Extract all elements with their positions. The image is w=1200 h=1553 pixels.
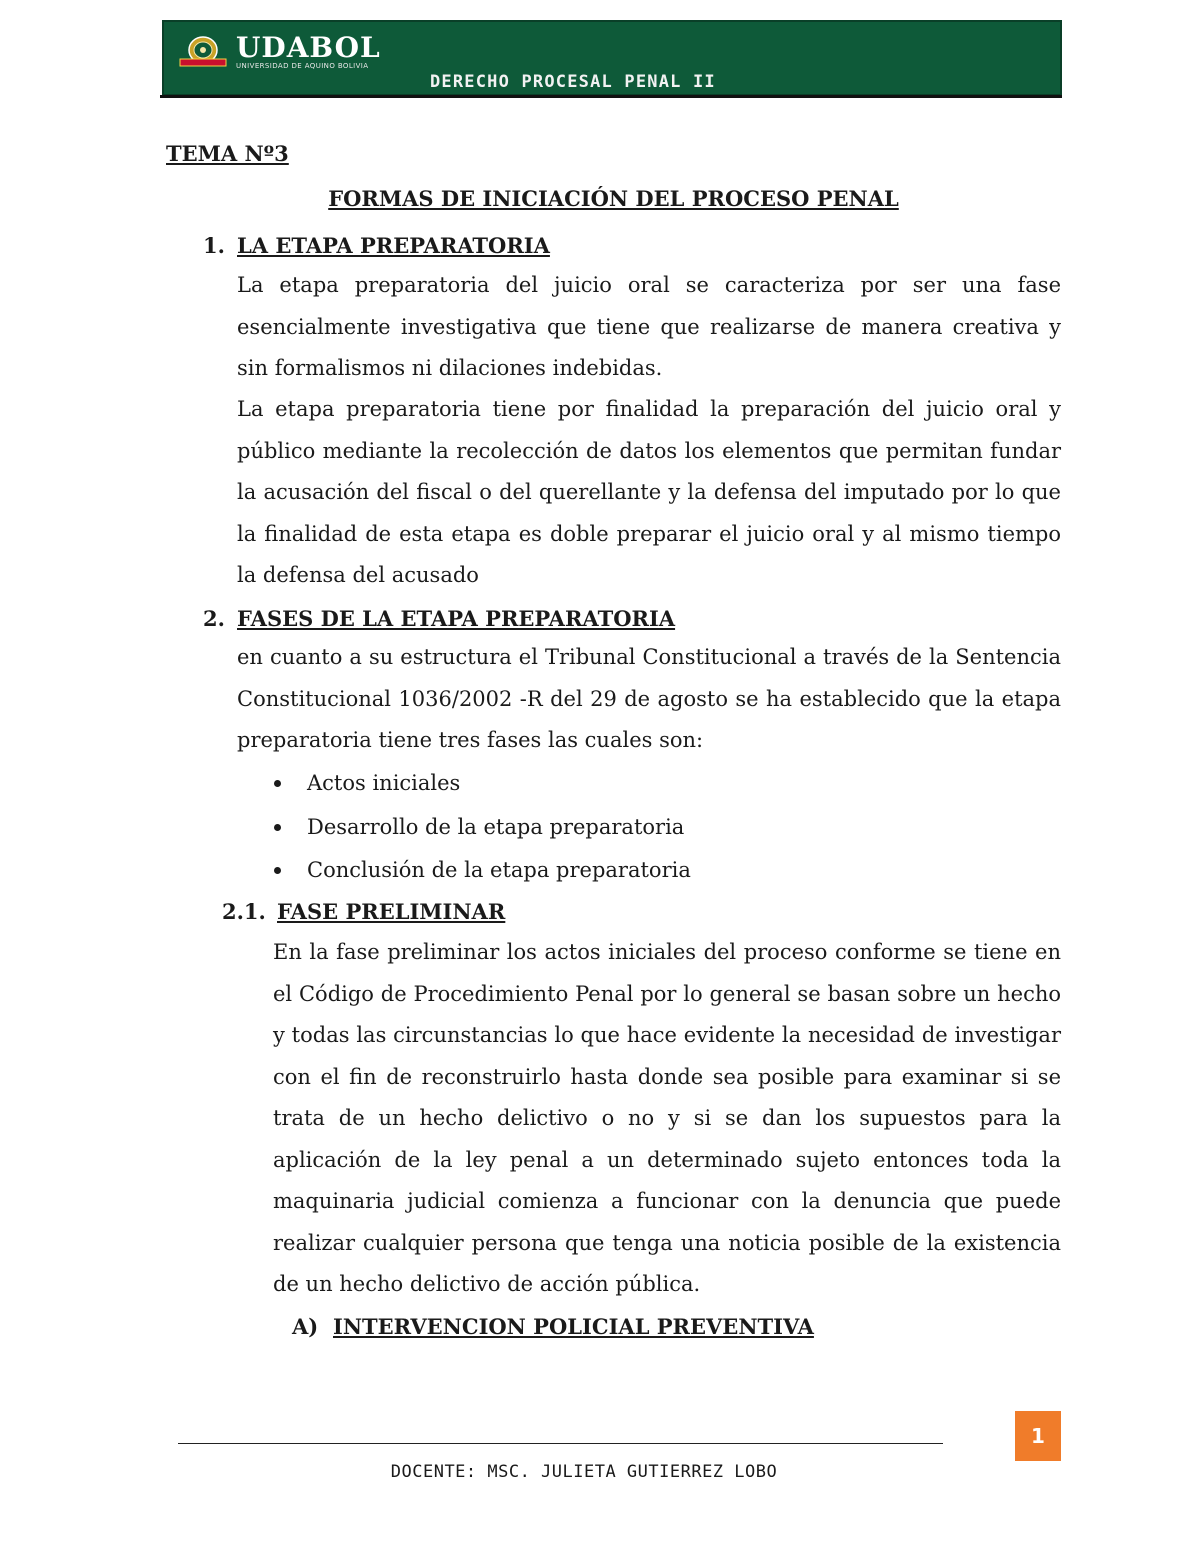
header-divider (160, 95, 1062, 98)
university-logo (176, 31, 381, 70)
section-2-1-number: 2.1. (222, 899, 266, 924)
section-1-paragraph-1: La etapa preparatoria del juicio oral se caracteriza por ser una fase esencialmente investigativa que tiene que realizarse de manera creativa y sin formalismos ni dilaciones indebidas. (237, 273, 1061, 380)
list-item: Conclusión de la etapa preparatoria (307, 858, 691, 882)
section-2-paragraph: en cuanto a su estructura el Tribunal Constitucional a través de la Sentencia Constitucional 1036/2002 -R del 29 de agosto se ha establecido que la etapa preparatoria tiene tres fases las cuales son: (237, 645, 1061, 752)
bullet-icon (274, 824, 281, 831)
footer-docente: DOCENTE: MSC. JULIETA GUTIERREZ LOBO (390, 1462, 778, 1482)
document-title: FORMAS DE INICIACIÓN DEL PROCESO PENAL (328, 186, 899, 211)
section-a-letter: A) (292, 1314, 319, 1339)
university-seal-icon (176, 35, 230, 69)
section-2-1-heading: FASE PRELIMINAR (277, 899, 506, 924)
page-number-badge: 1 (1015, 1411, 1061, 1461)
section-2-heading: FASES DE LA ETAPA PREPARATORIA (237, 606, 676, 631)
logo-subtitle: UNIVERSIDAD DE AQUINO BOLIVIA (236, 62, 369, 70)
section-1-number: 1. (203, 233, 225, 258)
section-1-paragraph-2: La etapa preparatoria tiene por finalidad la preparación del juicio oral y público mediante la recolección de datos los elementos que permitan fundar la acusación del fiscal o del querellante y la defensa del imputado por lo que la finalidad de esta etapa es doble preparar el juicio oral y al mismo tiempo la defensa del acusado (237, 397, 1061, 587)
list-item: Actos iniciales (307, 771, 461, 795)
section-a-heading: INTERVENCION POLICIAL PREVENTIVA (333, 1314, 814, 1339)
section-2-number: 2. (203, 606, 225, 631)
course-title: DERECHO PROCESAL PENAL II (430, 72, 716, 92)
tema-label: TEMA Nº3 (166, 141, 289, 166)
section-2-1-paragraph: En la fase preliminar los actos iniciales del proceso conforme se tiene en el Código de Procedimiento Penal por lo general se basan sobre un hecho y todas las circunstancias lo que hace evidente la necesidad de investigar con el fin de reconstruirlo hasta donde sea posible para examinar si se trata de un hecho delictivo o no y si se dan los supuestos para la aplicación de la ley penal a un determinado sujeto entonces toda la maquinaria judicial comienza a funcionar con la denuncia que puede realizar cualquier persona que tenga una noticia posible de la existencia de un hecho delictivo de acción pública. (273, 940, 1061, 1296)
footer-divider (178, 1443, 943, 1444)
section-1-heading: LA ETAPA PREPARATORIA (237, 233, 550, 258)
logo-name: UDABOL (236, 31, 381, 64)
bullet-icon (274, 780, 281, 787)
bullet-icon (274, 867, 281, 874)
list-item: Desarrollo de la etapa preparatoria (307, 815, 685, 839)
